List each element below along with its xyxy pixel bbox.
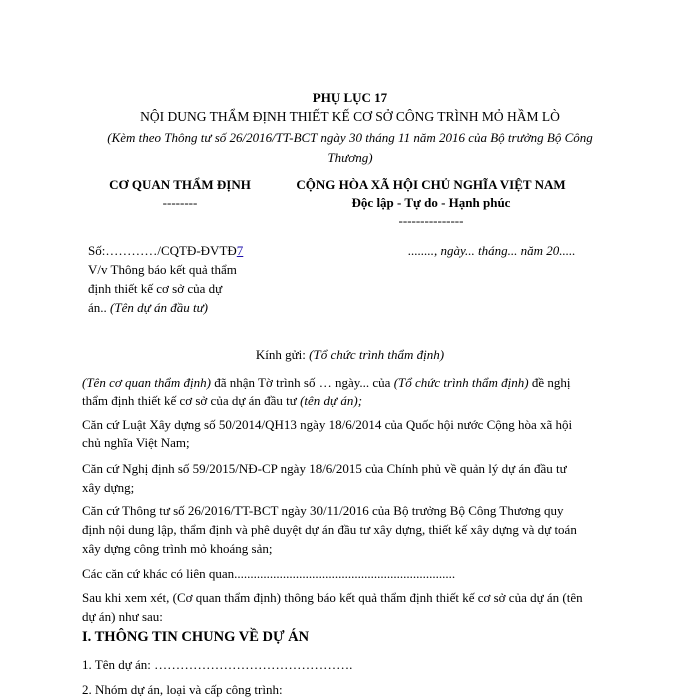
paragraph-5: Các căn cứ khác có liên quan.................................................................... bbox=[82, 566, 456, 581]
paragraph-2-line2: chủ nghĩa Việt Nam; bbox=[82, 435, 190, 450]
recipient-line bbox=[0, 347, 700, 363]
section-1-item-2: 2. Nhóm dự án, loại và cấp công trình: bbox=[82, 682, 283, 697]
section-1-heading: I. THÔNG TIN CHUNG VỀ DỰ ÁN bbox=[82, 629, 310, 645]
paragraph-3-line2: xây dựng; bbox=[82, 480, 135, 495]
recipient-label: Kính gửi: bbox=[255, 347, 306, 362]
subject-line3-text: án.. bbox=[88, 300, 107, 315]
paragraph-4-line3: xây dựng công trình mỏ khoáng sản; bbox=[82, 541, 273, 556]
agency-name: CƠ QUAN THẨM ĐỊNH bbox=[109, 177, 251, 192]
subject-line3 bbox=[88, 300, 208, 316]
paragraph-1-line2 bbox=[82, 393, 362, 409]
p1-agency: (Tên cơ quan thẩm định) bbox=[82, 375, 211, 390]
p1-project: (tên dự án); bbox=[300, 393, 363, 408]
p1-org: (Tổ chức trình thẩm định) bbox=[393, 375, 529, 390]
document-title: NỘI DUNG THẨM ĐỊNH THIẾT KẾ CƠ SỞ CÔNG TRÌNH MỎ HẦM LÒ bbox=[140, 109, 560, 124]
paragraph-2-line1: Căn cứ Luật Xây dựng số 50/2014/QH13 ngày 18/6/2014 của Quốc hội nước Cộng hòa xã hội bbox=[82, 417, 573, 432]
document-number-text: Số:…………/CQTĐ-ĐVTĐ bbox=[88, 243, 237, 258]
p1-text2: đề nghị bbox=[528, 375, 571, 390]
nation-name: CỘNG HÒA XÃ HỘI CHỦ NGHĨA VIỆT NAM bbox=[296, 177, 566, 192]
document-number bbox=[88, 243, 243, 259]
recipient-value: (Tổ chức trình thẩm định) bbox=[309, 347, 445, 362]
subject-project-name: (Tên dự án đầu tư) bbox=[110, 300, 208, 315]
document-date: ........, ngày... tháng... năm 20..... bbox=[408, 243, 576, 258]
paragraph-4-line1: Căn cứ Thông tư số 26/2016/TT-BCT ngày 30/11/2016 của Bộ trưởng Bộ Công Thương quy bbox=[82, 503, 564, 518]
appendix-label: PHỤ LỤC 17 bbox=[312, 90, 388, 105]
document-subtitle-line2: Thương) bbox=[327, 150, 373, 165]
subject-line2: định thiết kế cơ sở của dự bbox=[88, 281, 223, 296]
footnote-link[interactable]: 7 bbox=[236, 243, 244, 258]
subject-line1: V/v Thông báo kết quả thẩm bbox=[88, 262, 237, 277]
agency-divider: -------- bbox=[162, 195, 198, 210]
paragraph-6-line2: dự án) như sau: bbox=[82, 609, 163, 624]
p1-text1: đã nhận Tờ trình số … ngày... của bbox=[210, 375, 394, 390]
paragraph-6-line1: Sau khi xem xét, (Cơ quan thẩm định) thông báo kết quả thẩm định thiết kế cơ sở của dự án (tên bbox=[82, 590, 583, 605]
document-subtitle-line1: (Kèm theo Thông tư số 26/2016/TT-BCT ngày 30 tháng 11 năm 2016 của Bộ trưởng Bộ Công bbox=[107, 130, 593, 145]
paragraph-1-line1 bbox=[82, 375, 571, 391]
nation-motto: Độc lập - Tự do - Hạnh phúc bbox=[351, 195, 511, 210]
paragraph-3-line1: Căn cứ Nghị định số 59/2015/NĐ-CP ngày 18/6/2015 của Chính phủ về quản lý dự án đầu tư bbox=[82, 461, 567, 476]
section-1-item-1: 1. Tên dự án: ………………………………………. bbox=[82, 657, 353, 672]
p1-text3: thẩm định thiết kế cơ sở của dự án đầu tư bbox=[82, 393, 301, 408]
paragraph-4-line2: định nội dung lập, thẩm định và phê duyệt dự án đầu tư xây dựng, thiết kế xây dựng và dự toán bbox=[82, 522, 577, 537]
nation-divider: --------------- bbox=[398, 213, 464, 228]
